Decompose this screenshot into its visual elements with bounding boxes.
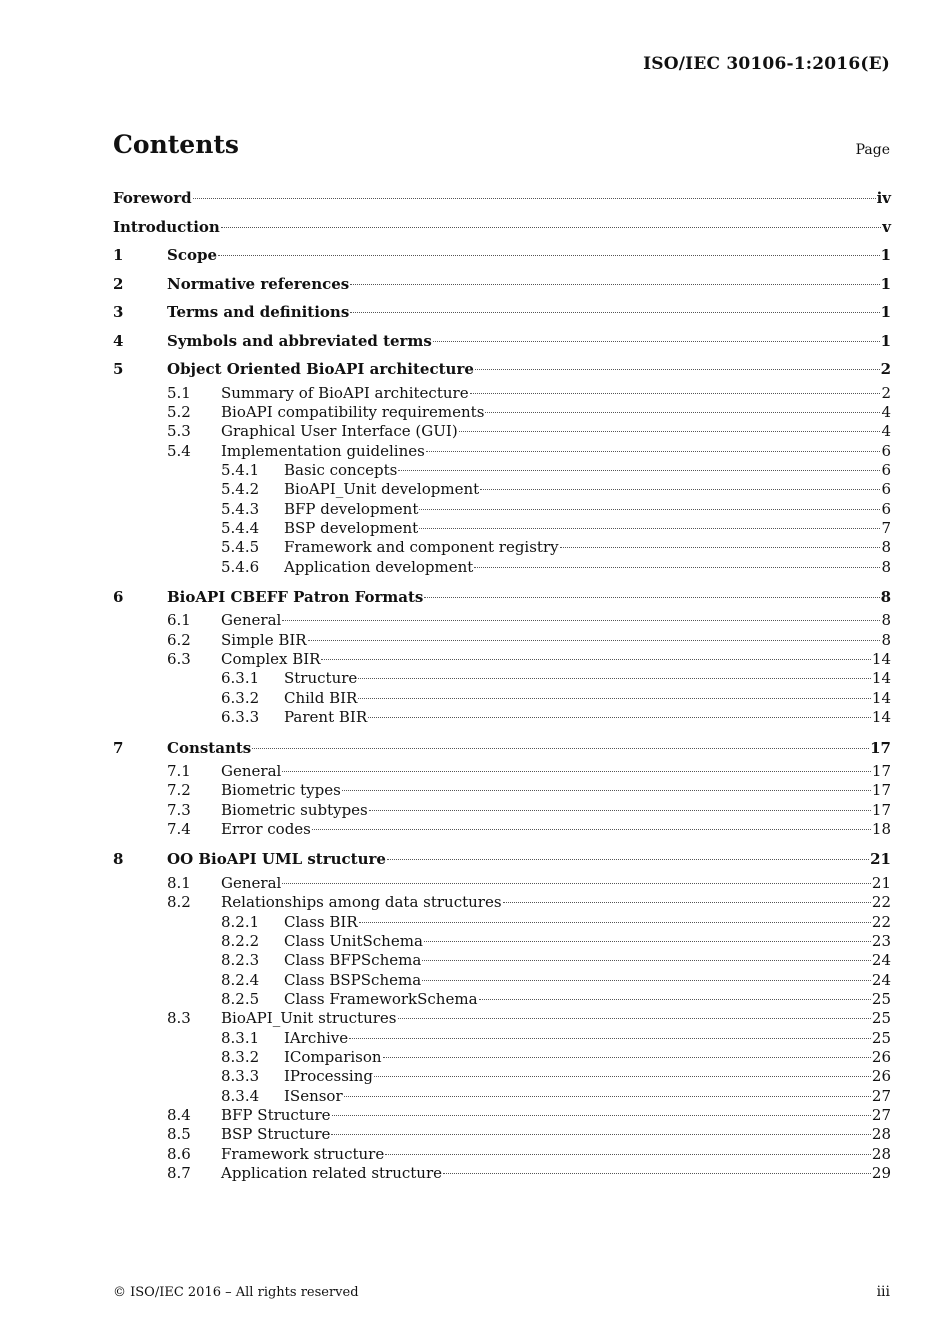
toc-entry-number: 5.3 [167, 422, 191, 441]
toc-entry-page: 21 [870, 850, 891, 869]
toc-entry-page: v [882, 217, 891, 236]
toc-entry[interactable] [113, 1009, 891, 1028]
document-id: ISO/IEC 30106-1:2016(E) [643, 54, 890, 74]
toc-dot-leader [374, 1076, 871, 1077]
toc-entry[interactable] [113, 241, 891, 270]
toc-dot-leader [332, 1115, 871, 1116]
toc-entry[interactable] [113, 1029, 891, 1048]
toc-entry-page: 21 [871, 873, 891, 892]
toc-entry-page: 8 [880, 587, 891, 606]
toc-dot-leader [383, 1057, 871, 1058]
toc-dot-leader [424, 941, 871, 942]
toc-dot-leader [419, 528, 880, 529]
toc-entry-page: 17 [871, 800, 891, 819]
toc-entry-number: 7.2 [167, 781, 191, 800]
toc-entry-page: 1 [880, 331, 891, 350]
toc-entry-number: 7.3 [167, 800, 191, 819]
toc-entry[interactable] [113, 781, 891, 800]
toc-entry-title: Class UnitSchema [284, 931, 423, 950]
toc-entry-number: 5.4.3 [221, 499, 260, 518]
toc-entry[interactable] [113, 558, 891, 577]
page-column-label: Page [855, 142, 890, 158]
toc-dot-leader [349, 1038, 871, 1039]
toc-entry-page: 14 [871, 669, 891, 688]
toc-entry[interactable] [113, 1048, 891, 1067]
toc-entry-title: OO BioAPI UML structure [167, 850, 386, 869]
toc-entry-number: 8.2.5 [221, 989, 260, 1008]
toc-entry-title: Parent BIR [284, 708, 368, 727]
toc-entry-number: 8.3.4 [221, 1086, 260, 1105]
toc-dot-leader [459, 431, 881, 432]
toc-dot-leader [344, 1096, 871, 1097]
toc-entry-page: 25 [871, 989, 891, 1008]
toc-entry-page: 26 [871, 1047, 891, 1066]
toc-dot-leader [422, 980, 871, 981]
toc-entry-title: BioAPI CBEFF Patron Formats [167, 587, 424, 606]
toc-entry[interactable] [113, 708, 891, 727]
toc-entry-title: Application related structure [221, 1164, 443, 1183]
toc-entry-number: 8.3.2 [221, 1047, 260, 1066]
toc-dot-leader [480, 489, 880, 490]
toc-entry-number: 6.3 [167, 650, 191, 669]
toc-entry-number: 5.4.4 [221, 518, 260, 537]
toc-entry[interactable] [113, 762, 891, 781]
toc-dot-leader [474, 567, 880, 568]
toc-entry-page: 1 [880, 274, 891, 293]
toc-entry-page: 14 [871, 688, 891, 707]
toc-entry-page: 8 [881, 611, 891, 630]
toc-entry-number: 8.5 [167, 1125, 191, 1144]
toc-entry-title: BioAPI_Unit structures [221, 1009, 397, 1028]
toc-entry-title: ISensor [284, 1086, 343, 1105]
toc-entry[interactable] [113, 650, 891, 669]
toc-entry[interactable] [113, 538, 891, 557]
toc-dot-leader [479, 999, 871, 1000]
toc-entry[interactable] [113, 913, 891, 932]
toc-entry-number: 8.2.2 [221, 931, 260, 950]
toc-dot-leader [312, 829, 871, 830]
toc-entry[interactable] [113, 1067, 891, 1086]
toc-entry-number: 7.4 [167, 820, 191, 839]
toc-entry[interactable] [113, 734, 891, 763]
toc-entry-page: 24 [871, 951, 891, 970]
toc-entry-number: 3 [113, 303, 124, 321]
toc-entry-number: 5.4.6 [221, 557, 260, 576]
toc-entry-title: Framework structure [221, 1144, 385, 1163]
toc-entry-title: Error codes [221, 820, 311, 839]
toc-dot-leader [368, 717, 871, 718]
toc-entry[interactable] [113, 990, 891, 1009]
toc-entry-page: 2 [880, 360, 891, 378]
toc-entry-number: 2 [113, 274, 124, 293]
toc-entry[interactable] [113, 1087, 891, 1106]
toc-entry-page: 4 [881, 422, 891, 441]
toc-entry-number: 1 [113, 246, 124, 264]
toc-dot-leader [398, 1018, 871, 1019]
toc-dot-leader [321, 659, 870, 660]
toc-entry-page: 8 [881, 630, 891, 649]
toc-dot-leader [221, 227, 881, 228]
toc-entry-title: Object Oriented BioAPI architecture [167, 360, 474, 378]
toc-dot-leader [359, 922, 871, 923]
toc-entry-title: IProcessing [284, 1067, 373, 1086]
toc-entry-number: 7 [113, 738, 124, 757]
toc-dot-leader [350, 312, 879, 313]
toc-entry-page: 27 [871, 1106, 891, 1124]
toc-entry-number: 6.3.3 [221, 708, 260, 727]
toc-entry-number: 8.4 [167, 1106, 191, 1124]
toc-entry-page: 6 [881, 441, 891, 460]
toc-entry-page: 27 [871, 1086, 891, 1105]
toc-entry[interactable] [113, 1125, 891, 1144]
toc-entry[interactable] [113, 327, 891, 356]
toc-entry-title: Simple BIR [221, 630, 307, 649]
toc-entry-title: General [221, 611, 282, 630]
toc-entry-page: 1 [880, 246, 891, 264]
toc-entry-title: IArchive [284, 1028, 349, 1047]
toc-entry-page: 26 [871, 1067, 891, 1086]
toc-dot-leader [387, 859, 869, 860]
toc-entry[interactable] [113, 1145, 891, 1164]
toc-dot-leader [426, 451, 881, 452]
toc-entry-page: 24 [871, 970, 891, 989]
table-of-contents [113, 184, 891, 1183]
toc-entry-title: BioAPI compatibility requirements [221, 402, 485, 421]
toc-entry[interactable] [113, 611, 891, 630]
toc-entry-page: iv [876, 189, 891, 207]
toc-entry-page: 22 [871, 912, 891, 931]
toc-entry-number: 5.4 [167, 441, 191, 460]
toc-entry[interactable] [113, 403, 891, 422]
toc-dot-leader [470, 393, 881, 394]
toc-entry-number: 5.1 [167, 383, 191, 402]
toc-entry[interactable] [113, 874, 891, 893]
toc-entry-title: Framework and component registry [284, 538, 559, 557]
toc-entry-number: 8.3 [167, 1009, 191, 1028]
toc-entry-number: 5.4.2 [221, 480, 260, 499]
toc-dot-leader [485, 412, 880, 413]
toc-entry-title: Application development [284, 557, 474, 576]
toc-dot-leader [282, 771, 871, 772]
toc-entry-page: 22 [871, 893, 891, 912]
toc-entry[interactable] [113, 893, 891, 912]
toc-dot-leader [443, 1173, 871, 1174]
toc-entry[interactable] [113, 583, 891, 612]
toc-entry[interactable] [113, 355, 891, 384]
toc-entry-title: Scope [167, 246, 218, 264]
toc-dot-leader [218, 255, 880, 256]
toc-entry-title: BFP development [284, 499, 419, 518]
toc-dot-leader [358, 698, 871, 699]
toc-entry-title: Terms and definitions [167, 303, 350, 321]
toc-entry-number: 6 [113, 587, 124, 606]
toc-entry-number: 8 [113, 850, 124, 869]
toc-entry-title: IComparison [284, 1047, 382, 1066]
toc-dot-leader [385, 1154, 871, 1155]
toc-entry-number: 8.2.1 [221, 912, 260, 931]
page-title: Contents [113, 130, 240, 159]
toc-entry-title: BioAPI_Unit development [284, 480, 480, 499]
toc-entry[interactable] [113, 932, 891, 951]
toc-entry-title: Class FrameworkSchema [284, 989, 478, 1008]
toc-entry[interactable] [113, 971, 891, 990]
toc-dot-leader [350, 284, 879, 285]
toc-entry[interactable] [113, 845, 891, 874]
toc-entry[interactable] [113, 384, 891, 403]
toc-entry-page: 17 [871, 781, 891, 800]
toc-entry[interactable] [113, 298, 891, 327]
toc-entry-page: 23 [871, 931, 891, 950]
toc-entry-title: Constants [167, 738, 252, 757]
toc-entry-title: Class BIR [284, 912, 358, 931]
toc-entry-title: BFP Structure [221, 1106, 331, 1124]
toc-entry[interactable] [113, 442, 891, 461]
copyright-notice: © ISO/IEC 2016 – All rights reserved [113, 1285, 359, 1300]
toc-entry-title: Summary of BioAPI architecture [221, 383, 469, 402]
toc-dot-leader [331, 1134, 870, 1135]
toc-dot-leader [419, 509, 880, 510]
toc-entry[interactable] [113, 461, 891, 480]
toc-entry-page: 7 [881, 518, 891, 537]
toc-entry-number: 8.2.3 [221, 951, 260, 970]
toc-entry-page: 18 [871, 820, 891, 839]
toc-entry[interactable] [113, 184, 891, 213]
toc-entry-page: 25 [871, 1009, 891, 1028]
toc-entry-number: 5.4.1 [221, 460, 260, 479]
toc-entry-page: 14 [871, 650, 891, 669]
toc-entry-title: General [221, 762, 282, 780]
toc-entry[interactable] [113, 519, 891, 538]
toc-dot-leader [308, 640, 881, 641]
toc-entry[interactable] [113, 801, 891, 820]
toc-entry[interactable] [113, 1106, 891, 1125]
toc-dot-leader [422, 960, 871, 961]
toc-entry-page: 6 [881, 460, 891, 479]
toc-entry-title: General [221, 873, 282, 892]
toc-entry[interactable] [113, 213, 891, 242]
toc-entry-title: BSP development [284, 518, 419, 537]
toc-entry-title: Biometric subtypes [221, 800, 368, 819]
toc-dot-leader [252, 748, 869, 749]
toc-entry-page: 6 [881, 499, 891, 518]
toc-dot-leader [342, 790, 871, 791]
toc-entry-number: 5.2 [167, 402, 191, 421]
toc-entry[interactable] [113, 422, 891, 441]
toc-entry[interactable] [113, 1164, 891, 1183]
toc-entry-page: 17 [870, 738, 891, 757]
toc-entry[interactable] [113, 480, 891, 499]
toc-dot-leader [475, 369, 880, 370]
toc-entry-page: 14 [871, 708, 891, 727]
toc-entry-number: 6.2 [167, 630, 191, 649]
toc-dot-leader [193, 198, 876, 199]
toc-entry[interactable] [113, 669, 891, 688]
toc-entry-page: 8 [881, 538, 891, 557]
toc-entry[interactable] [113, 270, 891, 299]
toc-entry-number: 6.3.1 [221, 669, 260, 688]
toc-entry-number: 5.4.5 [221, 538, 260, 557]
toc-entry-title: Complex BIR [221, 650, 321, 669]
toc-entry-page: 2 [881, 383, 891, 402]
toc-entry-number: 8.3.1 [221, 1028, 260, 1047]
toc-entry-title: Class BSPSchema [284, 970, 422, 989]
toc-dot-leader [424, 597, 879, 598]
toc-entry-page: 1 [880, 303, 891, 321]
toc-dot-leader [560, 547, 881, 548]
toc-entry-number: 5 [113, 360, 124, 378]
toc-entry-title: Structure [284, 669, 358, 688]
toc-entry-title: Implementation guidelines [221, 441, 425, 460]
toc-entry[interactable] [113, 689, 891, 708]
toc-entry-page: 4 [881, 402, 891, 421]
toc-entry-title: BSP Structure [221, 1125, 331, 1144]
toc-dot-leader [398, 470, 880, 471]
toc-entry-title: Relationships among data structures [221, 893, 502, 912]
toc-entry-number: 8.3.3 [221, 1067, 260, 1086]
page-number: iii [876, 1284, 890, 1300]
toc-entry-title: Basic concepts [284, 460, 398, 479]
toc-entry-title: Child BIR [284, 688, 358, 707]
toc-dot-leader [433, 341, 880, 342]
toc-dot-leader [282, 883, 871, 884]
toc-entry-title: Introduction [113, 217, 220, 236]
toc-dot-leader [358, 678, 871, 679]
toc-entry-number: 7.1 [167, 762, 191, 780]
toc-entry-title: Foreword [113, 189, 192, 207]
toc-entry-number: 8.6 [167, 1144, 191, 1163]
toc-entry-title: Biometric types [221, 781, 341, 800]
toc-entry-page: 28 [871, 1125, 891, 1144]
toc-entry-page: 8 [881, 557, 891, 576]
toc-entry-page: 6 [881, 480, 891, 499]
toc-entry[interactable] [113, 951, 891, 970]
toc-entry-title: Graphical User Interface (GUI) [221, 422, 458, 441]
toc-entry-page: 28 [871, 1144, 891, 1163]
toc-entry-number: 8.1 [167, 873, 191, 892]
toc-dot-leader [282, 620, 880, 621]
toc-entry[interactable] [113, 500, 891, 519]
toc-entry-page: 29 [871, 1164, 891, 1183]
toc-entry[interactable] [113, 820, 891, 839]
toc-entry-page: 25 [871, 1028, 891, 1047]
toc-entry-title: Class BFPSchema [284, 951, 422, 970]
toc-dot-leader [369, 810, 871, 811]
toc-entry-number: 8.2.4 [221, 970, 260, 989]
toc-entry[interactable] [113, 631, 891, 650]
toc-entry-number: 8.7 [167, 1164, 191, 1183]
toc-entry-number: 8.2 [167, 893, 191, 912]
toc-entry-number: 4 [113, 331, 124, 350]
toc-entry-page: 17 [871, 762, 891, 780]
toc-entry-title: Normative references [167, 274, 350, 293]
toc-entry-number: 6.3.2 [221, 688, 260, 707]
toc-dot-leader [503, 902, 871, 903]
toc-entry-number: 6.1 [167, 611, 191, 630]
toc-entry-title: Symbols and abbreviated terms [167, 331, 432, 350]
